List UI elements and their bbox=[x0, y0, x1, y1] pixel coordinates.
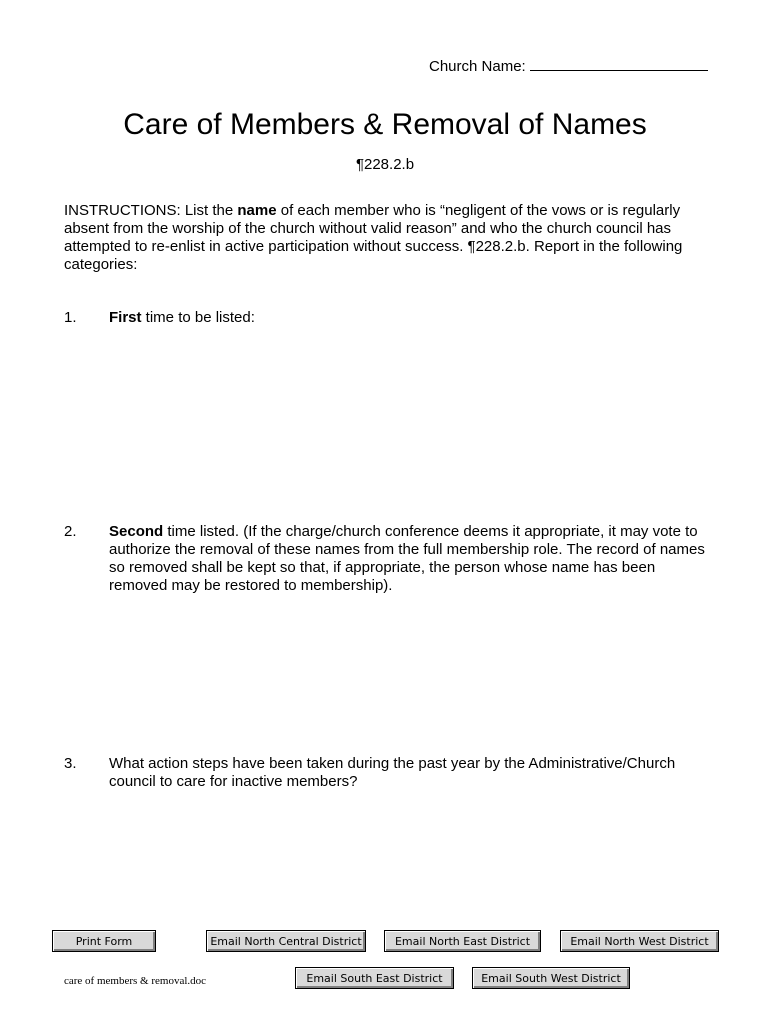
email-north-east-district-button[interactable]: Email North East District bbox=[384, 930, 541, 952]
item-text bbox=[109, 523, 709, 595]
item-text bbox=[109, 309, 709, 327]
instructions-rest: of each member who is “negligent of the vows or is regularly absent from the worship of the church without valid reason” and who the church council has attempted to re-enlist in active participation without success. ¶228.2.b. Report in the following categories: bbox=[64, 202, 683, 273]
item-number: 2. bbox=[64, 523, 77, 540]
email-north-west-district-button[interactable]: Email North West District bbox=[560, 930, 719, 952]
item-body: time to be listed: bbox=[141, 309, 255, 326]
church-name-field bbox=[429, 56, 708, 75]
page-subtitle: ¶228.2.b bbox=[355, 156, 415, 173]
instructions-bold-name: name bbox=[237, 202, 277, 219]
footer-filename: care of members & removal.doc bbox=[64, 975, 207, 987]
church-name-label: Church Name: bbox=[429, 58, 526, 75]
item-body: What action steps have been taken during the past year by the Administrative/Church council to care for inactive members? bbox=[109, 755, 676, 790]
item-number: 3. bbox=[64, 755, 77, 772]
item-bold-label: Second bbox=[109, 523, 164, 540]
print-form-button[interactable]: Print Form bbox=[52, 930, 156, 952]
page-title: Care of Members & Removal of Names bbox=[123, 108, 647, 141]
item-bold-label: First bbox=[109, 309, 142, 326]
item-number: 1. bbox=[64, 309, 77, 326]
email-south-east-district-button[interactable]: Email South East District bbox=[295, 967, 454, 989]
email-north-central-district-button[interactable]: Email North Central District bbox=[206, 930, 366, 952]
item-body: time listed. (If the charge/church conference deems it appropriate, it may vote to authorize the removal of these names from the full membership role. The record of names so removed shall be kept so that, if appropriate, the person whose name has been removed may be restored to membership). bbox=[109, 523, 705, 594]
email-south-west-district-button[interactable]: Email South West District bbox=[472, 967, 630, 989]
instructions-lead: INSTRUCTIONS: List the bbox=[64, 202, 238, 219]
item-text bbox=[109, 755, 709, 791]
church-name-blank-line[interactable] bbox=[530, 56, 708, 71]
instructions-paragraph bbox=[64, 202, 704, 274]
